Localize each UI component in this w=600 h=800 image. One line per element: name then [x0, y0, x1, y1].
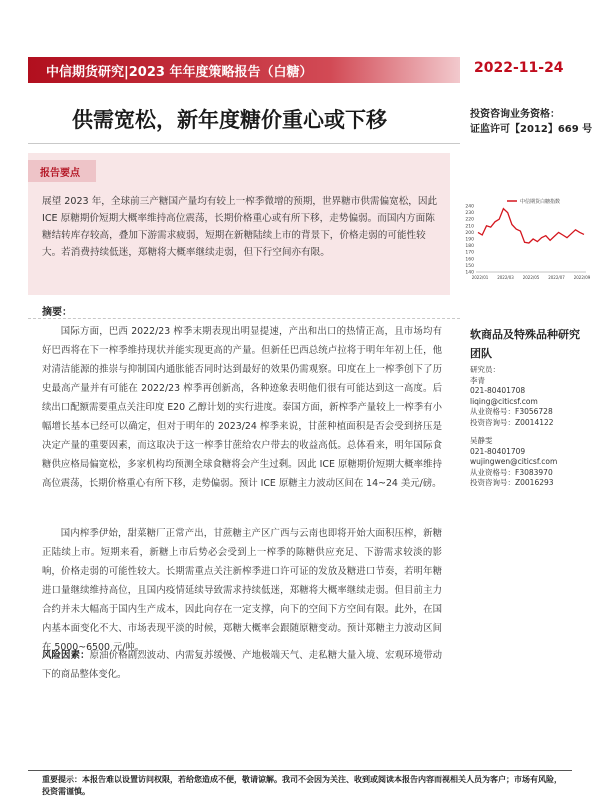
y-tick-label: 170 — [465, 250, 474, 256]
header-title: 中信期货研究|2023 年年度策略报告（白糖） — [46, 65, 313, 80]
certification-line2: 证监许可【2012】669 号 — [470, 124, 593, 135]
report-date: 2022-11-24 — [474, 60, 564, 76]
key-points-label: 报告要点 — [40, 168, 80, 179]
risk-label: 风险因素： — [42, 650, 90, 661]
series-line — [478, 209, 584, 243]
risk-factors — [42, 646, 442, 684]
analyst-consult-number: 投资咨询号：Z0014122 — [470, 417, 554, 427]
header-bar — [28, 57, 460, 83]
analyst-phone: 021-80401709 — [470, 446, 526, 456]
key-points-tab — [28, 160, 96, 182]
y-tick-label: 150 — [465, 263, 474, 269]
y-tick-label: 180 — [465, 244, 474, 250]
y-tick-label: 190 — [465, 237, 474, 243]
analyst-role: 研究员： — [470, 365, 500, 374]
y-tick-label: 140 — [465, 270, 474, 276]
page-title: 供需宽松，新年度糖价重心或下移 — [72, 108, 387, 132]
x-tick-label: 2022/05 — [522, 275, 540, 280]
footer-disclaimer: 重要提示：本报告难以设置访问权限，若给您造成不便，敬请谅解。我司不会因为关注、收到或阅读本报告内容而视相关人员为客户；市场有风险，投资需谨慎。 — [42, 775, 562, 796]
divider — [28, 143, 460, 144]
analyst-email[interactable]: liqing@citicsf.com — [470, 396, 538, 406]
analyst-consult-number: 投资咨询号：Z0016293 — [470, 478, 554, 487]
x-tick-label: 2022/07 — [548, 275, 565, 280]
analyst-license: 从业资格号：F3083970 — [470, 467, 553, 477]
abstract-divider — [28, 318, 460, 319]
analyst-name: 李青 — [470, 375, 485, 385]
team-title: 软商品及特殊品种研究团队 — [470, 328, 580, 360]
y-tick-label: 200 — [465, 230, 474, 236]
risk-text: 原油价格剧烈波动、内需复苏缓慢、产地极端天气、走私糖大量入境、宏观环境带动下的商品整体变化。 — [42, 650, 442, 680]
x-tick-label: 2022/01 — [471, 275, 489, 280]
footer-divider — [28, 770, 572, 771]
legend-label: 中信期货白糖指数 — [520, 199, 561, 205]
analyst-license: 从业资格号：F3056728 — [470, 407, 553, 416]
y-tick-label: 240 — [465, 204, 474, 210]
sugar-index-chart — [460, 196, 590, 284]
certification — [470, 107, 592, 137]
y-tick-label: 210 — [465, 224, 474, 230]
certification-line1: 投资咨询业务资格： — [470, 109, 560, 120]
abstract-paragraph-domestic: 国内榨季伊始，甜菜糖厂正常产出，甘蔗糖主产区广西与云南也即将开始大面积压榨，新糖正陆续上市。短期来看，新糖上市后势必会受到上一榨季的陈糖供应充足、下游需求较淡的影响，价格走弱的可能性较大。长期需重点关注新榨季进口许可证的发放及糖进口节奏，若明年糖进口量继续维持高位，且国内疫情延续导致需求持续低迷，郑糖将大概率继续走弱。但目前主力合约并未大幅高于国内生产成本，因此向存在一定支撑，向下的空间下方空间有限。此外，在国内基本面变化不大、市场表现平淡的时候，郑糖大概率会跟随原糖变动。预计郑糖主力波动区间在 5000~6500 元/吨。 — [42, 528, 442, 653]
abstract-paragraph-international: 国际方面，巴西 2022/23 榨季末期表现出明显提速，产出和出口的热情正高，且市场均有好巴西将在下一榨季维持现状并能实现更高的产量。但新任巴西总统卢拉将于明年年初上任，他对清洁能源的推崇与抑制国内通胀能否同时达到最好的效果仍需观察。印度在上一榨季创下了历史最高产量并有可能在 2022/23 榨季再创新高，各种迹象表明他们很有可能达到这一高度。后续出口配额需要重点关注印度 E20 乙醇计划的实行进度。泰国方面，新榨季产量较上一榨季有小幅增长基本已经可以确定，但对于明年的 2023/24 榨季来说，甘蔗种植面积是否会受到挤压是决定产量的重要因素，而这取决于这一榨季甘蔗给农户带去的收益高低。总体看来，明年国际食糖供应格局偏宽松，多家机构均预测全球食糖将会产生过剩。因此 ICE 原糖期价短期大概率维持高位震荡，长期价格重心有所下移，走势偏弱。预计 ICE 原糖主力波动区间在 14~24 美元/磅。 — [42, 326, 442, 489]
y-tick-label: 160 — [465, 257, 474, 263]
analyst-phone: 021-80401708 — [470, 386, 526, 395]
y-tick-label: 220 — [465, 217, 474, 223]
analyst-card — [470, 365, 595, 428]
x-tick-label: 2022/09 — [573, 275, 590, 280]
key-points-text: 展望 2023 年，全球前三产糖国产量均有较上一榨季微增的预期，世界糖市供需偏宽松，因此 ICE 原糖期价短期大概率维持高位震荡，长期价格重心或有所下移，走势偏弱。而国内方面陈糖结转库存较高，叠加下游需求疲弱，短期在新糖陆续上市的背景下，价格走弱的可能性较大。若消费持续低迷，郑糖将大概率继续走弱，但下行空间亦有限。 — [42, 196, 438, 258]
analyst-email[interactable]: wujingwen@citicsf.com — [470, 457, 558, 466]
abstract-label: 摘要： — [42, 307, 72, 318]
analyst-card — [470, 436, 595, 489]
y-tick-label: 230 — [465, 211, 474, 217]
x-tick-label: 2022/03 — [497, 275, 514, 280]
analyst-name: 吴静雯 — [470, 436, 493, 445]
